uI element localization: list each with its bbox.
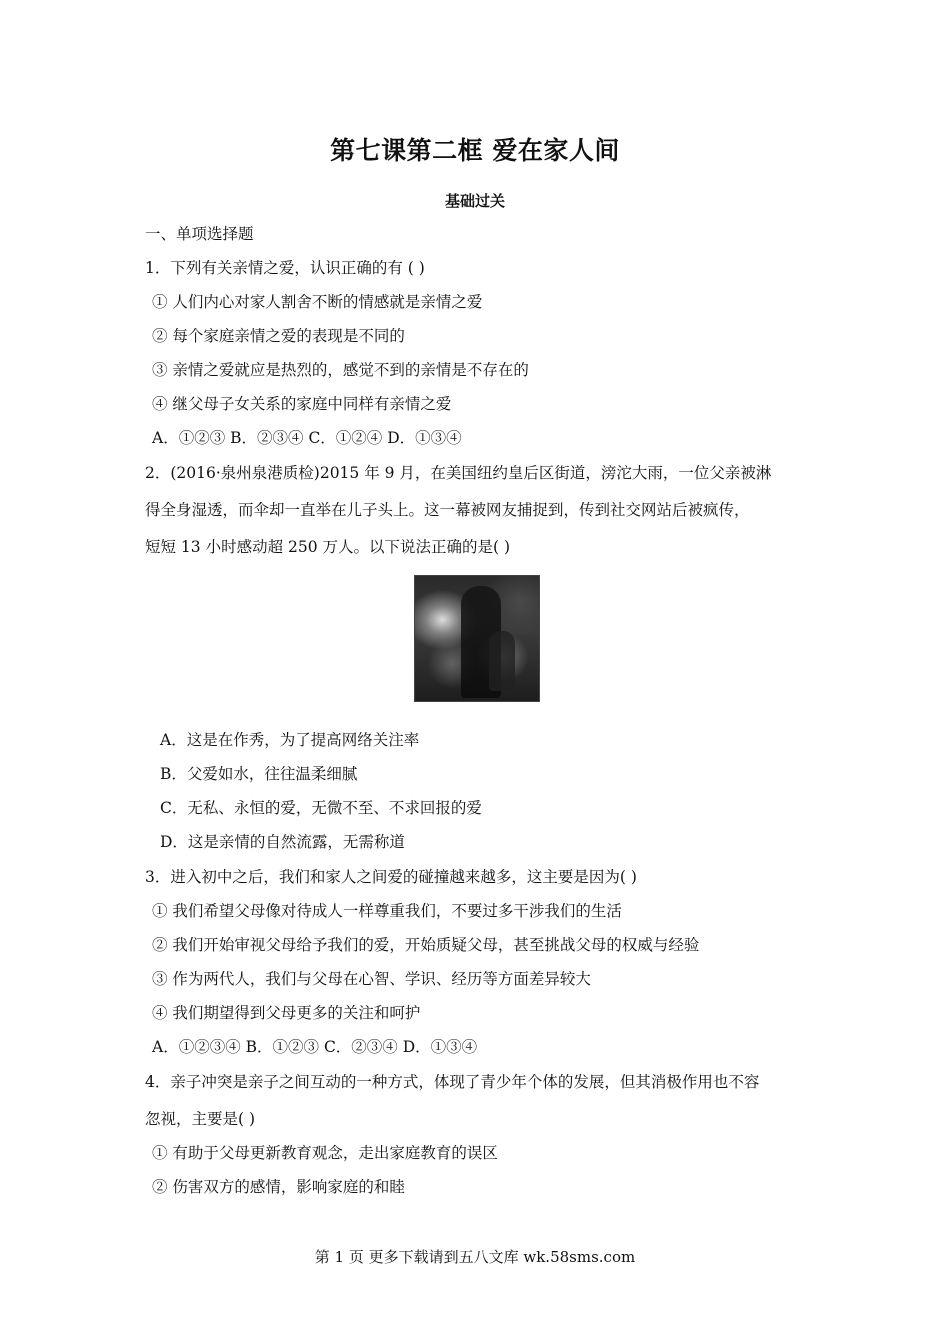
q3-item: ① 我们希望父母像对待成人一样尊重我们，不要过多干涉我们的生活 — [152, 902, 622, 920]
section-subtitle: 基础过关 — [444, 192, 505, 210]
q3-item: ② 我们开始审视父母给予我们的爱，开始质疑父母，甚至挑战父母的权威与经验 — [152, 936, 700, 954]
q2-stem-line: 短短 13 小时感动超 250 万人。以下说法正确的是( ) — [145, 538, 511, 556]
q1-item: ② 每个家庭亲情之爱的表现是不同的 — [152, 327, 405, 345]
q1-stem: 1．下列有关亲情之爱，认识正确的有 ( ) — [145, 259, 425, 277]
q1-item: ① 人们内心对家人割舍不断的情感就是亲情之爱 — [152, 293, 483, 311]
q3-item: ④ 我们期望得到父母更多的关注和呵护 — [152, 1004, 421, 1022]
q4-stem-line: 忽视，主要是( ) — [145, 1110, 256, 1128]
q2-option: A．这是在作秀，为了提高网络关注率 — [160, 731, 420, 749]
rain-photo — [414, 575, 540, 702]
q2-option: B．父爱如水，往往温柔细腻 — [160, 765, 358, 783]
q4-item: ② 伤害双方的感情，影响家庭的和睦 — [152, 1178, 405, 1196]
q4-stem-line: 4．亲子冲突是亲子之间互动的一种方式，体现了青少年个体的发展，但其消极作用也不容 — [145, 1073, 760, 1091]
q3-stem: 3．进入初中之后，我们和家人之间爱的碰撞越来越多，这主要是因为( ) — [145, 868, 637, 886]
q2-option: C．无私、永恒的爱，无微不至、不求回报的爱 — [160, 799, 482, 817]
section-heading: 一、单项选择题 — [145, 225, 254, 243]
q2-stem-line: 2．(2016·泉州泉港质检)2015 年 9 月，在美国纽约皇后区街道，滂沱大雨，一位父亲被淋 — [145, 464, 772, 482]
page-title: 第七课第二框 爱在家人间 — [330, 136, 620, 165]
page-footer: 第 1 页 更多下载请到五八文库 wk.58sms.com — [314, 1248, 636, 1266]
q1-item: ③ 亲情之爱就应是热烈的，感觉不到的亲情是不存在的 — [152, 361, 529, 379]
q2-option: D．这是亲情的自然流露，无需称道 — [160, 833, 405, 851]
child-silhouette — [489, 631, 515, 691]
q3-item: ③ 作为两代人，我们与父母在心智、学识、经历等方面差异较大 — [152, 970, 591, 988]
q2-stem-line: 得全身湿透，而伞却一直举在儿子头上。这一幕被网友捕捉到，传到社交网站后被疯传， — [145, 501, 750, 519]
q1-item: ④ 继父母子女关系的家庭中同样有亲情之爱 — [152, 395, 452, 413]
q3-options: A．①②③④ B．①②③ C．②③④ D．①③④ — [152, 1038, 478, 1056]
q4-item: ① 有助于父母更新教育观念，走出家庭教育的误区 — [152, 1144, 498, 1162]
q1-options: A．①②③ B．②③④ C．①②④ D．①③④ — [152, 429, 462, 447]
